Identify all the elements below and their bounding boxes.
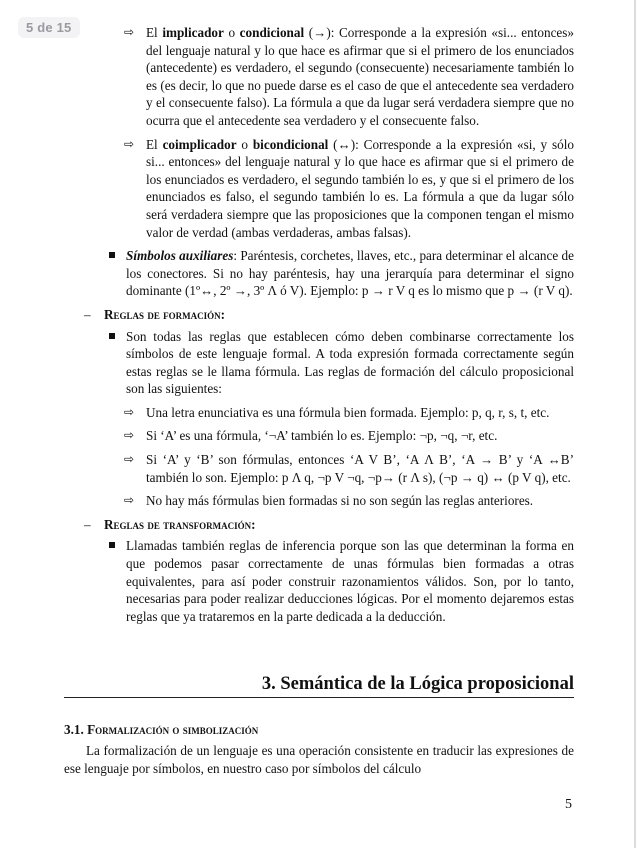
heading-reglas-formacion: – Reglas de formación:: [84, 306, 226, 322]
list-item-formation-rule: ⇨ Si ‘A’ es una fórmula, ‘¬A’ también lo es. Ejemplo: ¬p, ¬q, ¬r, etc.: [124, 428, 498, 444]
term-coimplicador: coimplicador: [162, 136, 237, 152]
page-number: 5: [565, 797, 572, 812]
paragraph-formalizacion: La formalización de un lenguaje es una operación consistente en traducir las expresiones de ese lenguaje por símbolos, en nuestro caso por símbolos del cálculo: [64, 743, 574, 776]
term-bicondicional: bicondicional: [252, 136, 329, 152]
subsection-title: 3.1. Formalización o simbolización: [64, 722, 259, 737]
square-bullet-icon: [109, 252, 115, 258]
list-item-formation-rule: ⇨ Una letra enunciativa es una fórmula bien formada. Ejemplo: p, q, r, s, t, etc.: [124, 404, 550, 420]
list-item-formation-rule: ⇨ Si ‘A’ y ‘B’ son fórmulas, entonces ‘A V B’, ‘A Λ B’, ‘A → B’ y ‘A ↔B’ también lo son. Ejemplo: p Λ q, ¬p V ¬q, ¬p→ (r Λ s), (¬p → q) ↔ (p V q), etc.: [124, 452, 574, 485]
document-body: [64, 24, 574, 631]
dash-bullet-icon: –: [84, 306, 91, 322]
list-item-simbolos-auxiliares: Símbolos auxiliares: Paréntesis, corchetes, llaves, etc., para determinar el alcance de los conectores. Si no hay paréntesis, hay una jerarquía para determinar el signo dominante (1º↔, 2º →, 3º Λ ó V). Ejemplo: p → r V q es lo mismo que p → (r V q).: [64, 247, 574, 300]
hollow-arrow-icon: ⇨: [124, 404, 135, 419]
hollow-arrow-icon: ⇨: [124, 428, 135, 443]
dash-bullet-icon: –: [84, 516, 91, 532]
hollow-arrow-icon: ⇨: [124, 136, 135, 151]
section-title: 3. Semántica de la Lógica proposicional: [261, 674, 574, 694]
hollow-arrow-icon: ⇨: [124, 493, 135, 508]
heading-reglas-transformacion: – Reglas de transformación:: [84, 516, 256, 532]
term-condicional: condicional: [239, 25, 305, 40]
list-item-formation-rule: ⇨ No hay más fórmulas bien formadas si no son según las reglas anteriores.: [124, 493, 534, 509]
page-indicator-badge: 5 de 15: [18, 17, 80, 38]
hollow-arrow-icon: ⇨: [124, 452, 135, 467]
list-item-implicador: ⇨ El implicador o condicional (→): Corresponde a la expresión «si... entonces» del lenguaje natural y lo que hace es afirmar que si el primero de los enunciados (antecedente) es verdadero, el segundo (consecuente) necesariamente también lo es (es decir, lo que no puede darse es el caso de que el antecedente sea verdadero y el consecuente falso). La fórmula a que da lugar será verdadera siempre que no ocurra que el antecedente sea verdadero y el consecuente falso.: [124, 25, 575, 128]
square-bullet-icon: [109, 333, 115, 339]
list-item-formacion-intro: Son todas las reglas que establecen cómo deben combinarse correctamente los símbolos de este lenguaje formal. A toda expresión formada correctamente según estas reglas se le llama fórmula. Las reglas de formación del cálculo proposicional son las siguientes:: [64, 328, 574, 398]
list-item-coimplicador: ⇨ El coimplicador o bicondicional (↔): Corresponde a la expresión «si, y sólo si... entonces» del lenguaje natural y lo que hace es afirmar que si el primero de los enunciados es verdadero, el segundo también lo es, y que si el primero de los enunciados es falso, el segundo también lo es. La fórmula a que da lugar sólo será verdadera siempre que las proposiciones que la componen tengan el mismo valor de verdad (ambas verdaderas, ambas falsas).: [124, 136, 574, 240]
list-item-transformacion: Llamadas también reglas de inferencia porque son las que determinan la forma en que podemos pasar correctamente de unas fórmulas bien formadas a otras equivalentes, para así poder construir razonamientos válidos. Son, por lo tanto, necesarias para poder realizar deducciones lógicas. Por el momento dejaremos estas reglas que ya trataremos en la parte dedicada a la deducción.: [64, 537, 574, 625]
section-divider: [64, 697, 574, 698]
term-implicador: implicador: [162, 25, 224, 40]
square-bullet-icon: [109, 542, 115, 548]
term-simbolos-auxiliares: Símbolos auxiliares: [126, 248, 234, 264]
hollow-arrow-icon: ⇨: [124, 25, 135, 39]
